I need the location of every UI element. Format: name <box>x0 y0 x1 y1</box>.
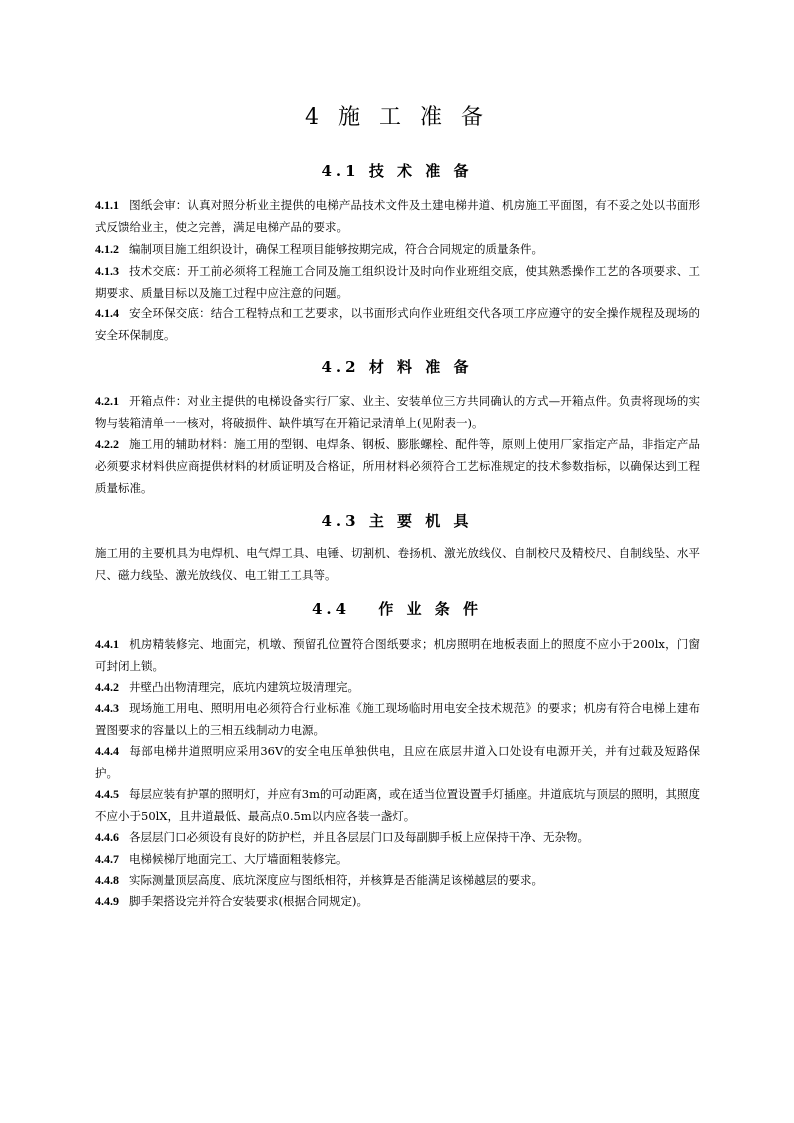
clause-text: 现场施工用电、照明用电必须符合行业标准《施工现场临时用电安全技术规范》的要求；机房有符合电梯上建布置图要求的容量以上的三相五线制动力电源。 <box>95 701 700 737</box>
clause-number: 4.1.2 <box>95 242 119 256</box>
paragraph <box>95 848 700 870</box>
clause-number: 4.2.1 <box>95 394 119 408</box>
paragraph <box>95 633 700 677</box>
paragraph <box>95 390 700 434</box>
clause-number: 4.1.4 <box>95 306 119 320</box>
paragraph <box>95 542 700 586</box>
clause-number: 4.4.2 <box>95 680 119 694</box>
clause-text: 机房精装修完、地面完，机墩、预留孔位置符合图纸要求；机房照明在地板表面上的照度不应小于200lx，门窗可封闭上锁。 <box>95 637 700 673</box>
clause-number: 4.2.2 <box>95 437 119 451</box>
clause-number: 4.4.1 <box>95 637 119 651</box>
section-title: 4.3 主 要 机 具 <box>321 512 473 530</box>
section-title: 4.2 材 料 准 备 <box>321 358 473 376</box>
clause-text: 图纸会审：认真对照分析业主提供的电梯产品技术文件及土建电梯井道、机房施工平面图，有不妥之处以书面形式反馈给业主，使之完善，满足电梯产品的要求。 <box>95 198 700 234</box>
clause-text: 电梯候梯厅地面完工、大厅墙面粗装修完。 <box>129 852 348 866</box>
section-title: 4.1 技 术 准 备 <box>321 162 473 180</box>
paragraph <box>95 826 700 848</box>
chapter-title: 4 施 工 准 备 <box>305 105 489 130</box>
clause-number: 4.4.6 <box>95 830 119 844</box>
clause-text: 脚手架搭设完并符合安装要求(根据合同规定)。 <box>129 894 368 908</box>
paragraph <box>95 740 700 784</box>
clause-number: 4.4.7 <box>95 852 119 866</box>
clause-number: 4.4.9 <box>95 894 119 908</box>
clause-text: 施工用的辅助材料：施工用的型钢、电焊条、钢板、膨胀螺栓、配件等，原则上使用厂家指定产品，非指定产品必须要求材料供应商提供材料的材质证明及合格证，所用材料必须符合工艺标准规定的技术参数指标，以确保达到工程质量标准。 <box>95 437 700 495</box>
clause-text: 编制项目施工组织设计，确保工程项目能够按期完成，符合合同规定的质量条件。 <box>129 242 543 256</box>
clause-text: 每层应装有护罩的照明灯，并应有3m的可动距离，或在适当位置设置手灯插座。井道底坑与顶层的照明，其照度不应小于50lX，且井道最低、最高点0.5m以内应各装一盏灯。 <box>95 787 700 823</box>
clause-text: 安全环保交底：结合工程特点和工艺要求，以书面形式向作业班组交代各项工序应遵守的安全操作规程及现场的安全环保制度。 <box>95 306 700 342</box>
paragraph <box>95 869 700 891</box>
clause-text: 每部电梯井道照明应采用36V的安全电压单独供电，且应在底层井道入口处设有电源开关，并有过载及短路保护。 <box>95 744 700 780</box>
clause-text: 开箱点件：对业主提供的电梯设备实行厂家、业主、安装单位三方共同确认的方式—开箱点件。负责将现场的实物与装箱清单一一核对，将破损件、缺件填写在开箱记录清单上(见附表一)。 <box>95 394 700 430</box>
clause-number: 4.1.3 <box>95 264 119 278</box>
clause-number: 4.4.3 <box>95 701 119 715</box>
clause-text: 技术交底：开工前必须将工程施工合同及施工组织设计及时向作业班组交底，使其熟悉操作工艺的各项要求、工期要求、质量目标以及施工过程中应注意的问题。 <box>95 264 700 300</box>
paragraph <box>95 238 700 260</box>
clause-number: 4.1.1 <box>95 198 119 212</box>
clause-text: 实际测量顶层高度、底坑深度应与图纸相符，并核算是否能满足该梯越层的要求。 <box>129 873 543 887</box>
section-title: 4.4 作 业 条 件 <box>312 600 482 618</box>
clause-number: 4.4.8 <box>95 873 119 887</box>
paragraph <box>95 783 700 827</box>
paragraph <box>95 433 700 499</box>
paragraph <box>95 676 700 698</box>
paragraph <box>95 697 700 741</box>
paragraph <box>95 194 700 238</box>
clause-text: 各层层门口必须设有良好的防护栏，并且各层层门口及每副脚手板上应保持干净、无杂物。 <box>129 830 589 844</box>
paragraph <box>95 890 700 912</box>
clause-number: 4.4.5 <box>95 787 119 801</box>
paragraph <box>95 302 700 346</box>
clause-text: 井壁凸出物清理完，底坑内建筑垃圾清理完。 <box>129 680 359 694</box>
paragraph <box>95 260 700 304</box>
clause-text: 施工用的主要机具为电焊机、电气焊工具、电锤、切割机、卷扬机、激光放线仪、自制校尺及精校尺、自制线坠、水平尺、磁力线坠、激光放线仪、电工钳工工具等。 <box>95 546 700 582</box>
clause-number: 4.4.4 <box>95 744 119 758</box>
